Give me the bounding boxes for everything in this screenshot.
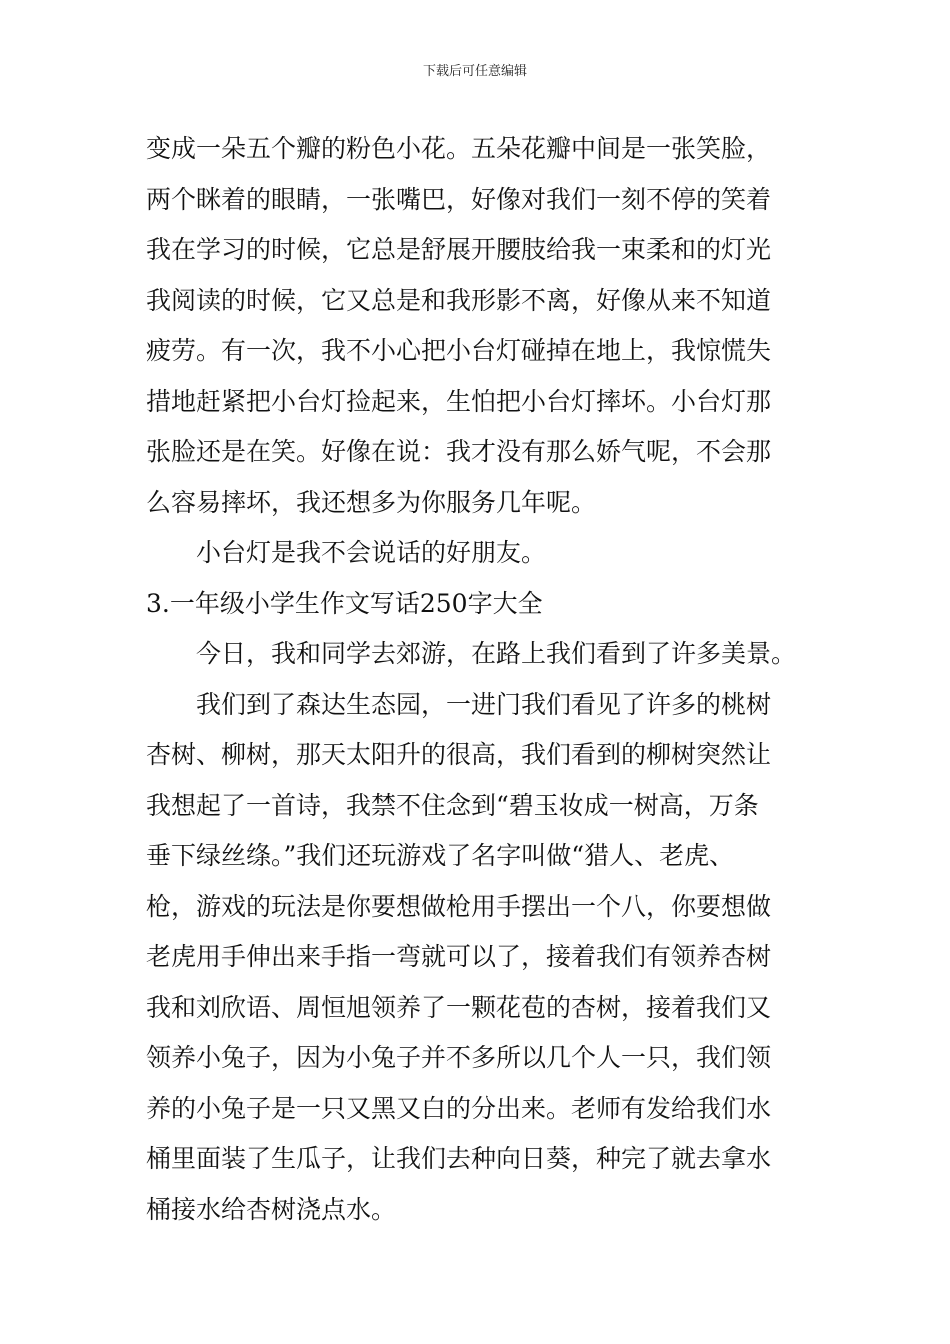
text-line: 杏树、柳树，那天太阳升的很高，我们看到的柳树突然让: [146, 740, 772, 769]
text-line: 养的小兔子是一只又黑又白的分出来。老师有发给我们水: [146, 1093, 772, 1123]
text-line: 措地赶紧把小台灯捡起来，生怕把小台灯摔坏。小台灯那: [146, 386, 772, 416]
text-line: 我在学习的时候，它总是舒展开腰肢给我一束柔和的灯光: [146, 235, 772, 264]
text-line: 桶里面装了生瓜子，让我们去种向日葵，种完了就去拿水: [146, 1144, 772, 1173]
text-line: 两个眯着的眼睛，一张嘴巴，好像对我们一刻不停的笑着: [146, 184, 772, 214]
text-line: 张脸还是在笑。好像在说：我才没有那么娇气呢，不会那: [146, 437, 772, 466]
text-line: 变成一朵五个瓣的粉色小花。五朵花瓣中间是一张笑脸，: [146, 134, 772, 163]
text-line: 小台灯是我不会说话的好朋友。: [196, 538, 547, 567]
text-line: 我们到了森达生态园，一进门我们看见了许多的桃树: [196, 689, 772, 719]
text-line: 么容易摔坏，我还想多为你服务几年呢。: [146, 487, 597, 517]
text-line: 桶接水给杏树浇点水。: [146, 1194, 397, 1224]
text-line: 枪，游戏的玩法是你要想做枪用手摆出一个八，你要想做: [146, 891, 772, 921]
text-line: 今日，我和同学去郊游，在路上我们看到了许多美景。: [196, 639, 797, 668]
page-header: 下载后可任意编辑: [422, 64, 527, 79]
text-line: 我和刘欣语、周恒旭领养了一颗花苞的杏树，接着我们又: [146, 992, 772, 1022]
text-line: 我想起了一首诗，我禁不住念到“碧玉妆成一树高，万条: [146, 790, 759, 820]
text-line: 疲劳。有一次，我不小心把小台灯碰掉在地上，我惊慌失: [146, 336, 772, 365]
text-line: 我阅读的时候，它又总是和我形影不离，好像从来不知道: [146, 285, 772, 315]
text-line: 3.一年级小学生作文写话250字大全: [146, 588, 543, 618]
text-line: 老虎用手伸出来手指一弯就可以了，接着我们有领养杏树: [146, 942, 772, 971]
text-line: 垂下绿丝绦。”我们还玩游戏了名字叫做“猎人、老虎、: [146, 841, 735, 870]
text-line: 领养小兔子，因为小兔子并不多所以几个人一只，我们领: [146, 1043, 772, 1072]
document-body: [146, 124, 810, 1235]
